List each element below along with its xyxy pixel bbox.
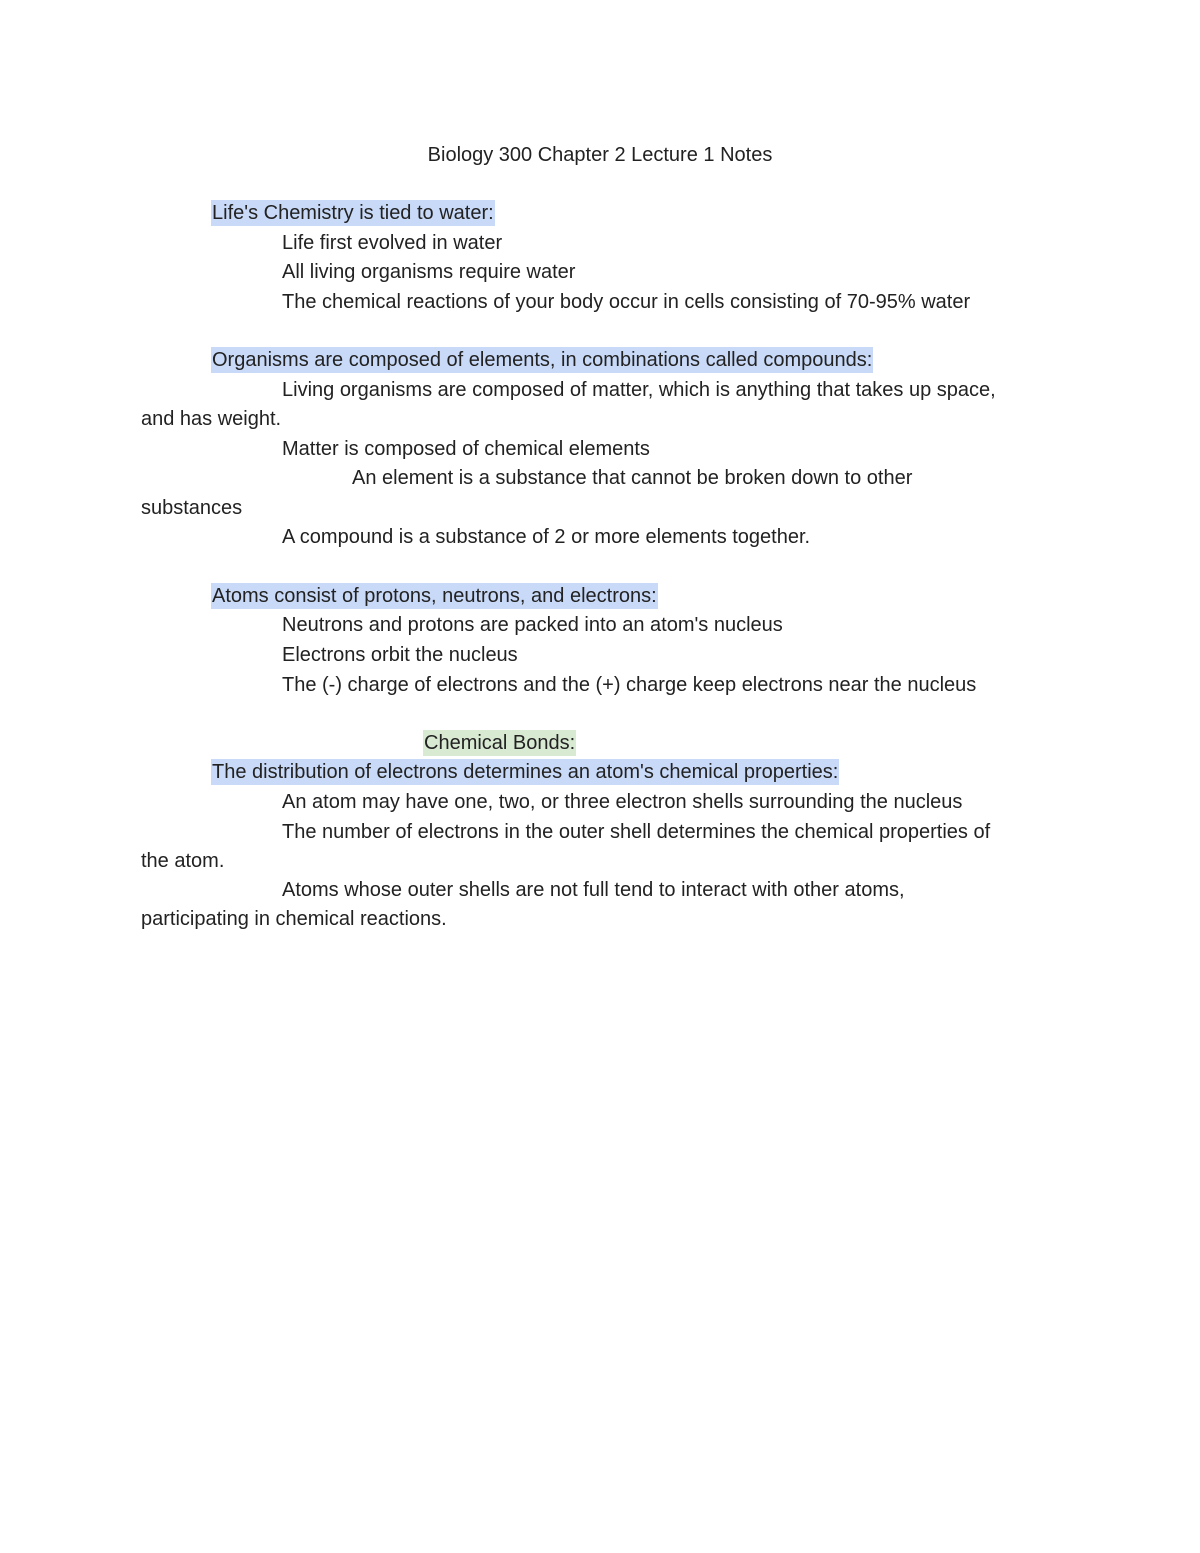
sub-list-item: An element is a substance that cannot be broken down to other [352,467,913,489]
list-item: Living organisms are composed of matter, which is anything that takes up space, [282,379,996,401]
chemical-bonds-heading [423,730,576,756]
list-item-continuation: and has weight. [141,408,282,430]
heading-highlight: The distribution of electrons determines an atom's chemical properties: [212,761,839,783]
list-item-continuation: the atom. [141,850,225,872]
heading-highlight-green: Chemical Bonds: [424,732,576,754]
list-item-continuation: substances [141,497,243,519]
section-heading-elements [211,347,873,373]
list-item: All living organisms require water [282,261,576,283]
list-item: Neutrons and protons are packed into an atom's nucleus [282,614,783,636]
list-item: Electrons orbit the nucleus [282,644,518,666]
section-heading-electrons [211,759,839,785]
list-item: Matter is composed of chemical elements [282,438,650,460]
heading-highlight: Atoms consist of protons, neutrons, and electrons: [212,585,657,607]
section-heading-water [211,200,495,226]
list-item: The (-) charge of electrons and the (+) charge keep electrons near the nucleus [282,674,977,696]
list-item: A compound is a substance of 2 or more elements together. [282,526,811,548]
document-title: Biology 300 Chapter 2 Lecture 1 Notes [427,144,773,166]
list-item-continuation: participating in chemical reactions. [141,908,447,930]
list-item: An atom may have one, two, or three electron shells surrounding the nucleus [282,791,963,813]
heading-highlight: Life's Chemistry is tied to water: [212,202,494,224]
list-item: The chemical reactions of your body occur in cells consisting of 70-95% water [282,291,971,313]
list-item: Life first evolved in water [282,232,503,254]
section-heading-atoms [211,583,658,609]
list-item: Atoms whose outer shells are not full tend to interact with other atoms, [282,879,905,901]
list-item: The number of electrons in the outer shell determines the chemical properties of [282,821,991,843]
heading-highlight: Organisms are composed of elements, in combinations called compounds: [212,349,873,371]
